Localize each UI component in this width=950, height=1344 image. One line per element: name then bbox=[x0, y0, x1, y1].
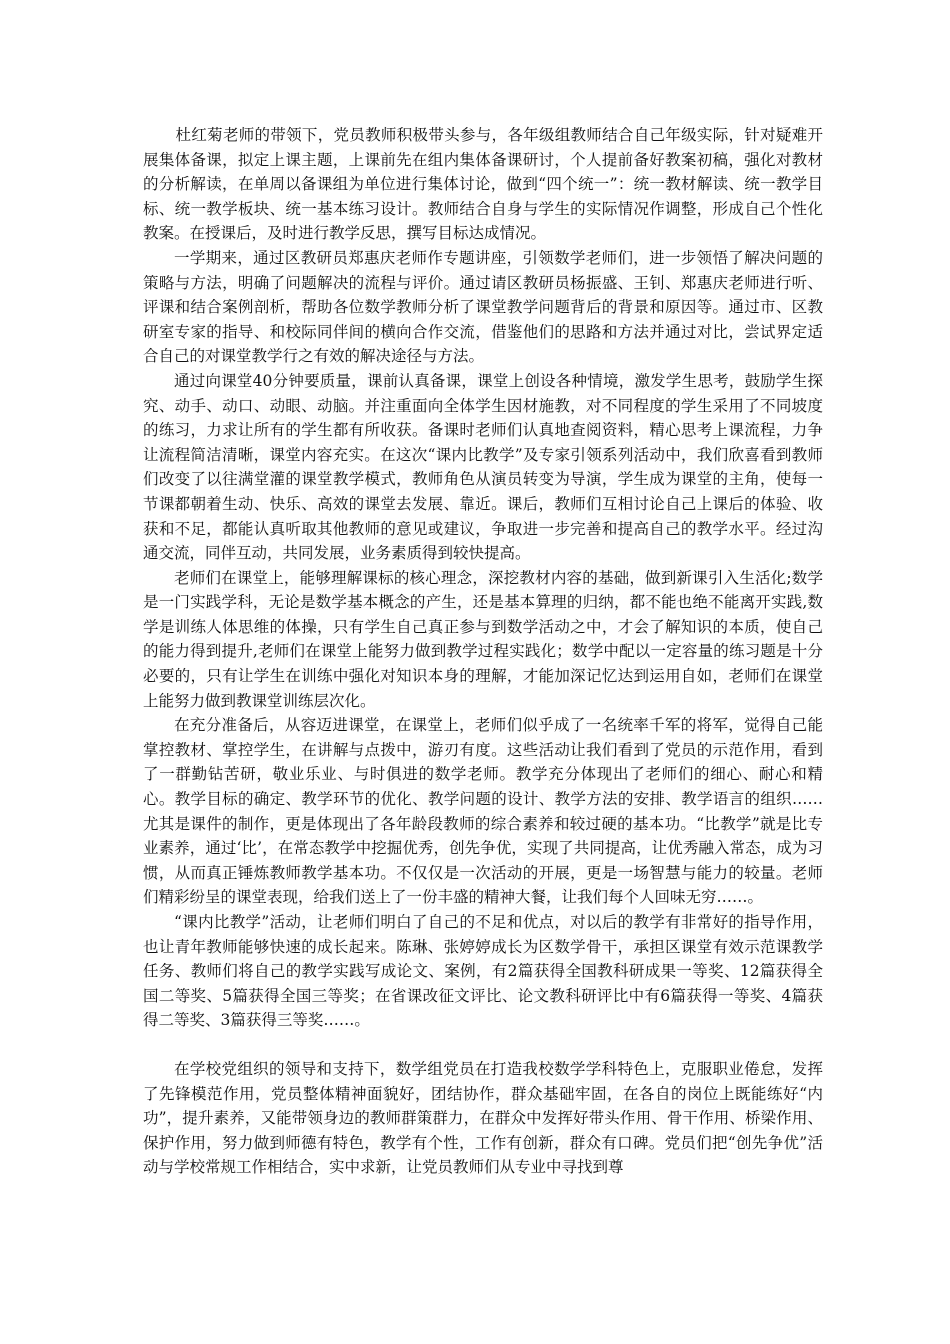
paragraph-gap bbox=[143, 1033, 823, 1057]
paragraph-classroom-quality: 通过向课堂40分钟要质量，课前认真备课，课堂上创设各种情境，激发学生思考，鼓励学生探究、动手、动口、动眼、动脑。并注重面向全体学生因材施教，对不同程度的学生采用了不同坡度的练习，力求让所有的学生都有所收获。备课时老师们认真地查阅资料，精心思考上课流程，力争让流程简洁清晰，课堂内容充实。在这次“课内比教学”及专家引领系列活动中，我们欣喜看到教师们改变了以往满堂灌的课堂教学模式，教师角色从演员转变为导演，学生成为课堂的主角，使每一节课都朝着生动、快乐、高效的课堂去发展、靠近。课后，教师们互相讨论自己上课后的体验、收获和不足，都能认真听取其他教师的意见或建议，争取进一步完善和提高自己的教学水平。经过沟通交流，同伴互动，共同发展，业务素质得到较快提高。 bbox=[143, 371, 823, 563]
paragraph-party-leadership: 在学校党组织的领导和支持下，数学组党员在打造我校数学学科特色上，克服职业倦怠，发挥了先锋模范作用，党员整体精神面貌好，团结协作，群众基础牢固，在各自的岗位上既能练好“内功”，提升素养，又能带领身边的教师群策群力，在群众中发挥好带头作用、骨干作用、桥梁作用、保护作用，努力做到师德有特色，教学有个性，工作有创新，群众有口碑。党员们把“创先争优”活动与学校常规工作相结合，实中求新，让党员教师们从专业中寻找到尊 bbox=[143, 1059, 823, 1177]
paragraph-collective-lesson-prep: 杜红菊老师的带领下，党员教师积极带头参与，各年级组教师结合自己年级实际，针对疑难开展集体备课，拟定上课主题，上课前先在组内集体备课研讨，个人提前备好教案初稿，强化对教材的分析解读，在单周以备课组为单位进行集体讨论，做到“四个统一”：统一教材解读、统一教学目标、统一教学板块、统一基本练习设计。教师结合自身与学生的实际情况作调整，形成自己个性化教案。在授课后，及时进行教学反思，撰写目标达成情况。 bbox=[143, 126, 823, 243]
document-body bbox=[143, 123, 823, 1180]
paragraph-activity-results: “课内比教学”活动，让老师们明白了自己的不足和优点，对以后的教学有非常好的指导作用，也让青年教师能够快速的成长起来。陈琳、张婷婷成长为区数学骨干，承担区课堂有效示范课教学任务、教师们将自己的教学实践写成论文、案例，有2篇获得全国教科研成果一等奖、12篇获得全国二等奖、5篇获得全国三等奖；在省课改征文评比、论文教科研评比中有6篇获得一等奖、4篇获得二等奖、3篇获得三等奖……。 bbox=[143, 913, 823, 1030]
paragraph-curriculum-practice: 老师们在课堂上，能够理解课标的核心理念，深挖教材内容的基础，做到新课引入生活化;数学是一门实践学科，无论是数学基本概念的产生，还是基本算理的归纳，都不能也绝不能离开实践,数学是训练人体思维的体操，只有学生自己真正参与到数学活动之中，才会了解知识的本质，使自己的能力得到提升,老师们在课堂上能努力做到教学过程实践化；数学中配以一定容量的练习题是十分必要的，只有让学生在训练中强化对知识本身的理解，才能加深记忆达到运用自如，老师们在课堂上能努力做到教课堂训练层次化。 bbox=[143, 568, 823, 710]
paragraph-expert-guidance: 一学期来，通过区教研员郑惠庆老师作专题讲座，引领数学老师们，进一步领悟了解决问题的策略与方法，明确了问题解决的流程与评价。通过请区教研员杨振盛、王钊、郑惠庆老师进行听、评课和结合案例剖析，帮助各位数学教师分析了课堂教学问题背后的背景和原因等。通过市、区教研室专家的指导、和校际同伴间的横向合作交流，借鉴他们的思路和方法并通过对比，尝试界定适合自己的对课堂教学行之有效的解决途径与方法。 bbox=[143, 248, 823, 366]
paragraph-classroom-performance: 在充分准备后，从容迈进课堂，在课堂上，老师们似乎成了一名统率千军的将军，觉得自己能掌控教材、掌控学生，在讲解与点拨中，游刃有度。这些活动让我们看到了党员的示范作用，看到了一群勤钻苦研，敬业乐业、与时俱进的数学老师。教学充分体现出了老师们的细心、耐心和精心。教学目标的确定、教学环节的优化、教学问题的设计、教学方法的安排、教学语言的组织……尤其是课件的制作，更是体现出了各年龄段教师的综合素养和较过硬的基本功。“比教学”就是比专业素养，通过‘比’，在常态教学中挖掘优秀，创先争优，实现了共同提高，让优秀融入常态，成为习惯，从而真正锤炼教师教学基本功。不仅仅是一次活动的开展，更是一场智慧与能力的较量。老师们精彩纷呈的课堂表现，给我们送上了一份丰盛的精神大餐，让我们每个人回味无穷……。 bbox=[143, 716, 823, 907]
